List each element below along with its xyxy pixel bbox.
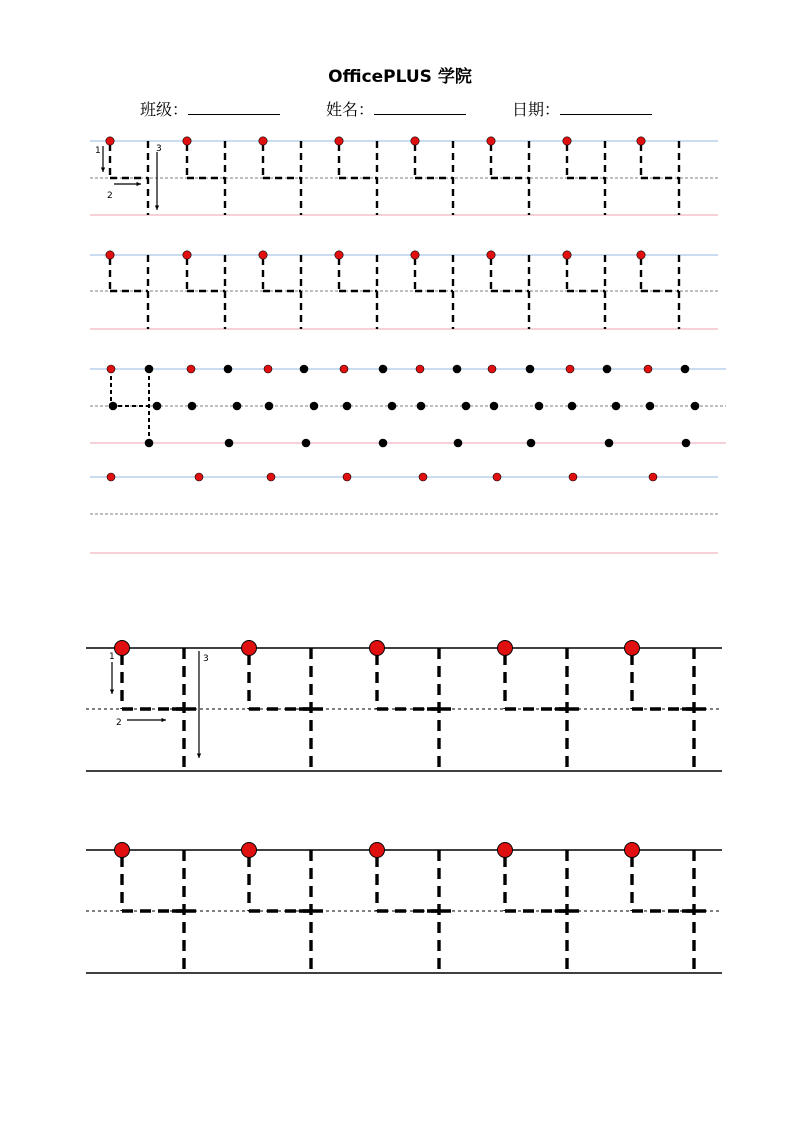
start-dot (649, 473, 657, 481)
stroke-order-arrow-1-head (101, 167, 105, 172)
start-dot (115, 641, 130, 656)
start-dot (335, 137, 343, 145)
stroke-order-arrow-3-head (155, 205, 159, 210)
guide-dot (265, 402, 273, 410)
stroke-number-3: 3 (156, 144, 162, 154)
start-dot (259, 137, 267, 145)
start-dot (563, 251, 571, 259)
guide-dot (379, 439, 387, 447)
stroke-number-1: 1 (109, 652, 115, 662)
start-dot (493, 473, 501, 481)
guide-dot (145, 365, 153, 373)
start-dot (343, 473, 351, 481)
guide-dot (462, 402, 470, 410)
guide-dot (300, 365, 308, 373)
guide-dot (535, 402, 543, 410)
name-label: 姓名： (326, 100, 375, 119)
start-dot (370, 641, 385, 656)
guide-dot (310, 402, 318, 410)
stroke-number-3: 3 (203, 654, 209, 664)
guide-dot (490, 402, 498, 410)
stroke-order-arrow-1-head (110, 689, 114, 694)
start-dot (411, 137, 419, 145)
stroke-number-2: 2 (116, 718, 122, 728)
guide-dot (145, 439, 153, 447)
start-dot (625, 641, 640, 656)
stroke-order-arrow-3-head (197, 753, 201, 758)
start-dot (187, 365, 195, 373)
start-dot (566, 365, 574, 373)
start-dot (183, 251, 191, 259)
start-dot (242, 843, 257, 858)
start-dot (107, 365, 115, 373)
guide-dot (233, 402, 241, 410)
start-dot (644, 365, 652, 373)
guide-dot (225, 439, 233, 447)
guide-dot (417, 402, 425, 410)
start-dot (625, 843, 640, 858)
start-dot (259, 251, 267, 259)
date-label: 日期： (512, 100, 561, 119)
guide-dot (224, 365, 232, 373)
start-dot (115, 843, 130, 858)
start-dot (195, 473, 203, 481)
guide-dot (454, 439, 462, 447)
guide-dot (612, 402, 620, 410)
start-dot (107, 473, 115, 481)
start-dot (563, 137, 571, 145)
start-dot (498, 641, 513, 656)
guide-dot (603, 365, 611, 373)
stroke-number-1: 1 (95, 146, 101, 156)
start-dot (419, 473, 427, 481)
start-dot (637, 137, 645, 145)
start-dot (183, 137, 191, 145)
guide-dot (681, 365, 689, 373)
start-dot (488, 365, 496, 373)
start-dot (340, 365, 348, 373)
guide-dot (188, 402, 196, 410)
start-dot (487, 137, 495, 145)
guide-dot (605, 439, 613, 447)
guide-dot (568, 402, 576, 410)
start-dot (498, 843, 513, 858)
start-dot (637, 251, 645, 259)
stroke-number-2: 2 (107, 191, 113, 201)
start-dot (411, 251, 419, 259)
guide-dot (682, 439, 690, 447)
start-dot (335, 251, 343, 259)
guide-dot (302, 439, 310, 447)
start-dot (264, 365, 272, 373)
start-dot (416, 365, 424, 373)
guide-dot (153, 402, 161, 410)
start-dot (370, 843, 385, 858)
class-label: 班级： (140, 100, 189, 119)
worksheet-title: OfficePLUS 学院 (328, 67, 472, 87)
guide-dot (388, 402, 396, 410)
stroke-order-arrow-2-head (161, 718, 166, 722)
start-dot (106, 251, 114, 259)
guide-dot (691, 402, 699, 410)
guide-dot (453, 365, 461, 373)
guide-dot (526, 365, 534, 373)
guide-dot (343, 402, 351, 410)
start-dot (569, 473, 577, 481)
guide-dot (109, 402, 117, 410)
guide-dot (527, 439, 535, 447)
guide-dot (379, 365, 387, 373)
stroke-order-arrow-2-head (136, 182, 141, 186)
start-dot (267, 473, 275, 481)
start-dot (106, 137, 114, 145)
start-dot (242, 641, 257, 656)
start-dot (487, 251, 495, 259)
guide-dot (646, 402, 654, 410)
